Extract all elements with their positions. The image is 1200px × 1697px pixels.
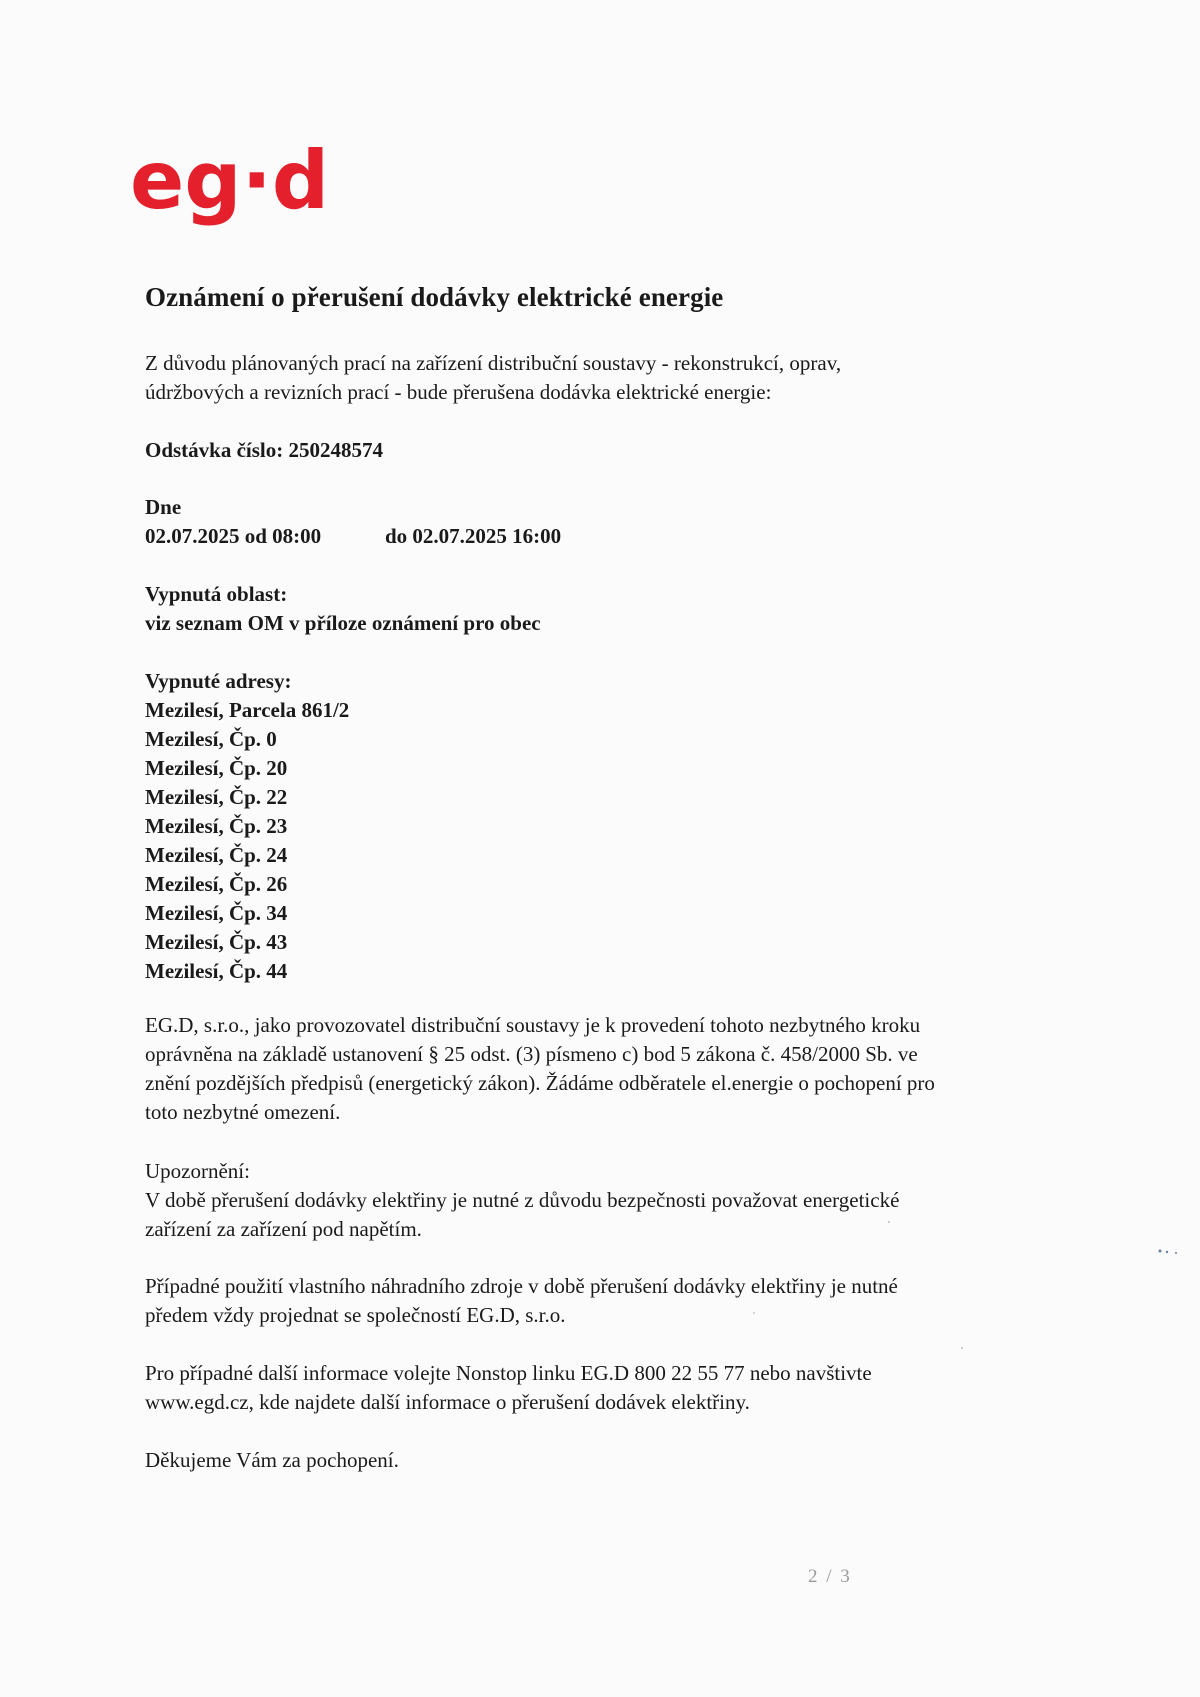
- area-value: viz seznam OM v příloze oznámení pro obec: [145, 611, 541, 635]
- address-item: Mezilesí, Čp. 26: [145, 872, 288, 896]
- backup-line: předem vždy projednat se společností EG.D, s.r.o.: [145, 1303, 566, 1327]
- legal-line: oprávněna na základě ustanovení § 25 odst. (3) písmeno c) bod 5 zákona č. 458/2000 Sb. ve: [145, 1042, 918, 1066]
- address-item: Mezilesí, Čp. 0: [145, 727, 277, 751]
- address-item: Mezilesí, Čp. 44: [145, 959, 288, 983]
- area-label: Vypnutá oblast:: [145, 582, 288, 606]
- address-item: Mezilesí, Čp. 22: [145, 785, 288, 809]
- address-item: Mezilesí, Parcela 861/2: [145, 698, 350, 722]
- address-item: Mezilesí, Čp. 34: [145, 901, 288, 925]
- document-title: Oznámení o přerušení dodávky elektrické energie: [145, 282, 724, 312]
- date-to: do 02.07.2025 16:00: [385, 524, 562, 548]
- address-item: Mezilesí, Čp. 43: [145, 930, 288, 954]
- addresses-label: Vypnuté adresy:: [145, 669, 292, 693]
- backup-line: Případné použití vlastního náhradního zdroje v době přerušení dodávky elektřiny je nutné: [145, 1274, 898, 1298]
- date-label: Dne: [145, 495, 182, 519]
- address-item: Mezilesí, Čp. 24: [145, 843, 288, 867]
- warning-line: V době přerušení dodávky elektřiny je nutné z důvodu bezpečnosti považovat energetické: [145, 1188, 900, 1212]
- address-item: Mezilesí, Čp. 23: [145, 814, 288, 838]
- warning-label: Upozornění:: [145, 1159, 250, 1183]
- date-from: 02.07.2025 od 08:00: [145, 524, 322, 548]
- page-number: 2 / 3: [808, 1566, 852, 1587]
- intro-line: Z důvodu plánovaných prací na zařízení distribuční soustavy - rekonstrukcí, oprav,: [145, 351, 842, 375]
- closing-thanks: Děkujeme Vám za pochopení.: [145, 1448, 399, 1472]
- info-line: www.egd.cz, kde najdete další informace o přerušení dodávek elektřiny.: [145, 1390, 750, 1414]
- info-line: Pro případné další informace volejte Nonstop linku EG.D 800 22 55 77 nebo navštivte: [145, 1361, 872, 1385]
- svg-text:eg·d: eg·d: [130, 140, 330, 227]
- legal-line: toto nezbytné omezení.: [145, 1100, 341, 1124]
- legal-line: znění pozdějších předpisů (energetický zákon). Žádáme odběratele el.energie o pochopení pro: [145, 1071, 935, 1095]
- intro-line: údržbových a revizních prací - bude přerušena dodávka elektrické energie:: [145, 380, 772, 404]
- outage-number: Odstávka číslo: 250248574: [145, 438, 384, 462]
- legal-line: EG.D, s.r.o., jako provozovatel distribuční soustavy je k provedení tohoto nezbytného kroku: [145, 1013, 921, 1037]
- warning-line: zařízení za zařízení pod napětím.: [145, 1217, 422, 1241]
- address-item: Mezilesí, Čp. 20: [145, 756, 288, 780]
